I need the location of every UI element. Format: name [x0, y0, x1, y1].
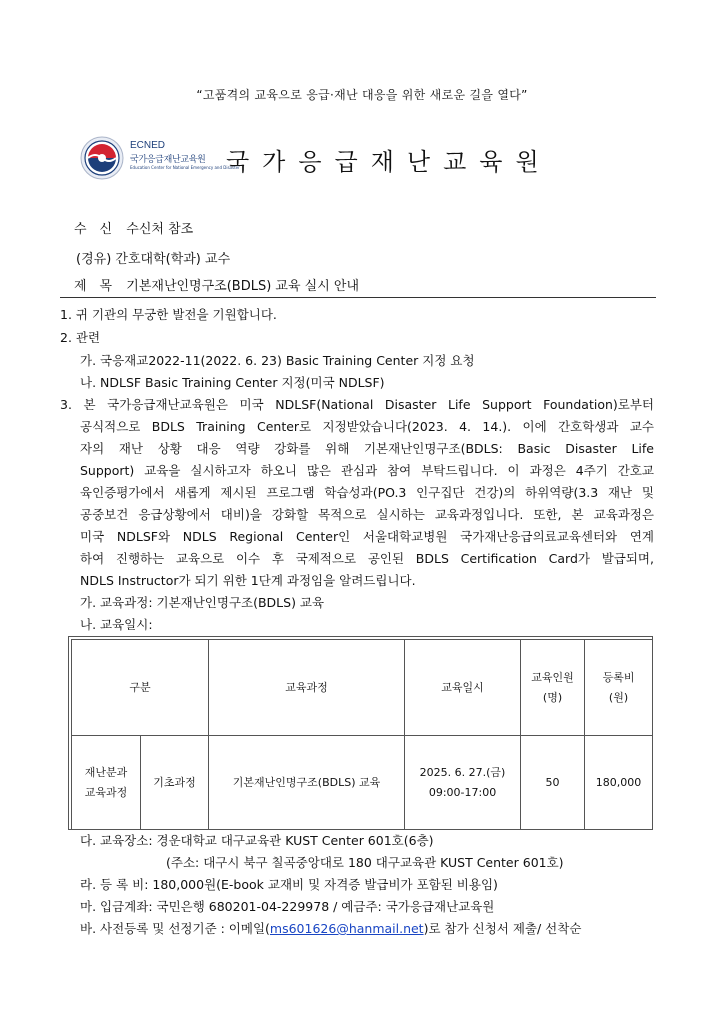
schedule-table — [71, 639, 653, 830]
registration-fee: 라. 등 록 비: 180,000원(E-book 교재비 및 자격증 발급비가 포함된 비용임) — [80, 877, 498, 892]
paragraph-3b: 나. 교육일시: — [80, 617, 153, 632]
header-fee-line1: 등록비 — [602, 670, 635, 684]
registration-email-link[interactable]: ms601626@hanmail.net — [269, 921, 424, 936]
paragraph-2b: 나. NDLSF Basic Training Center 지정(미국 NDLSF) — [80, 375, 385, 390]
paragraph-3-line-6: 공중보건 응급상황에서 대비)을 강화할 목적으로 실시하는 교육과정입니다. 또한, 본 교육과정은 — [80, 507, 654, 522]
row-date — [405, 736, 521, 830]
header-fee — [585, 640, 653, 736]
header-count — [521, 640, 585, 736]
org-title: 국가응급재난교육원 — [226, 148, 552, 176]
registration-criteria — [80, 920, 581, 938]
training-place: 다. 교육장소: 경운대학교 대구교육관 KUST Center 601호(6층) — [80, 833, 434, 848]
bank-account: 마. 입금계좌: 국민은행 680201-04-229978 / 예금주: 국가응급재난교육원 — [80, 899, 495, 914]
paragraph-3-line-9: NDLS Instructor가 되기 위한 1단계 과정임을 알려드립니다. — [80, 573, 416, 588]
row-group-line1: 재난분과 — [84, 765, 128, 779]
paragraph-3-line-5: 육인증평가에서 새롭게 제시된 프로그램 학습성과(PO.3 인구집단 건강)의 하위역량(3.3 재난 및 — [80, 485, 654, 500]
paragraph-3-line-3: 자의 재난 상황 대응 역량 강화를 위해 기본재난인명구조(BDLS: Basic Disaster Life — [80, 441, 654, 456]
org-name-small: 국가응급재난교육원 — [130, 155, 206, 165]
row-level: 기초과정 — [141, 736, 209, 830]
ecned-emblem-icon — [80, 136, 124, 180]
row-group — [72, 736, 141, 830]
row-date-line1: 2025. 6. 27.(금) — [419, 765, 506, 779]
paragraph-3a: 가. 교육과정: 기본재난인명구조(BDLS) 교육 — [80, 595, 325, 610]
header-count-line1: 교육인원 — [531, 670, 574, 684]
row-count: 50 — [521, 736, 585, 830]
header-date: 교육일시 — [405, 640, 521, 736]
row-date-line2: 09:00-17:00 — [428, 785, 497, 799]
training-address: (주소: 대구시 북구 칠곡중앙대로 180 대구교육관 KUST Center 601호) — [166, 855, 564, 870]
table-header-row — [72, 640, 653, 736]
slogan: “고품격의 교육으로 응급·재난 대응을 위한 새로운 길을 열다” — [196, 88, 528, 102]
paragraph-2: 2. 관련 — [60, 330, 101, 345]
recipient-label: 수 신 — [74, 222, 113, 237]
org-abbr: ECNED — [130, 140, 166, 151]
header-category: 구분 — [72, 640, 209, 736]
header-divider — [60, 297, 656, 298]
paragraph-3-line-1: 3. 본 국가응급재난교육원은 미국 NDLSF(National Disaster Life Support Foundation)로부터 — [60, 397, 654, 412]
header-count-line2: (명) — [542, 690, 563, 704]
subject-row — [74, 275, 359, 294]
row-fee: 180,000 — [585, 736, 653, 830]
paragraph-2a: 가. 국응재교2022-11(2022. 6. 23) Basic Training Center 지정 요청 — [80, 353, 475, 368]
org-name-english: Education Center for National Emergency and Disaster — [130, 165, 240, 170]
registration-suffix: )로 참가 신청서 제출/ 선착순 — [423, 921, 582, 936]
subject-value: 기본재난인명구조(BDLS) 교육 실시 안내 — [126, 279, 360, 294]
header-fee-line2: (원) — [608, 690, 629, 704]
table-row — [72, 736, 653, 830]
paragraph-3-line-8: 하여 진행하는 교육으로 이수 후 국제적으로 공인된 BDLS Certification Card가 발급되며, — [80, 551, 654, 566]
paragraph-3-line-2: 공식적으로 BDLS Training Center로 지정받았습니다(2023. 4. 14.). 이에 간호학생과 교수 — [80, 419, 654, 434]
row-group-line2: 교육과정 — [84, 785, 128, 799]
subject-label: 제 목 — [74, 279, 113, 294]
registration-prefix: 바. 사전등록 및 선정기준 : 이메일( — [80, 921, 270, 936]
org-header — [80, 136, 640, 182]
paragraph-3-line-7: 미국 NDLSF와 NDLS Regional Center인 서울대학교병원 국가재난응급의료교육센터와 연계 — [80, 529, 654, 544]
paragraph-1: 1. 귀 기관의 무궁한 발전을 기원합니다. — [60, 307, 277, 322]
recipient-row — [74, 218, 193, 237]
header-course: 교육과정 — [209, 640, 405, 736]
row-course: 기본재난인명구조(BDLS) 교육 — [209, 736, 405, 830]
recipient-value: 수신처 참조 — [126, 222, 194, 237]
paragraph-3-line-4: Support) 교육을 실시하고자 하오니 많은 관심과 참여 부탁드립니다. 이 과정은 4주기 간호교 — [80, 463, 654, 478]
via-row: (경유) 간호대학(학과) 교수 — [76, 252, 231, 267]
